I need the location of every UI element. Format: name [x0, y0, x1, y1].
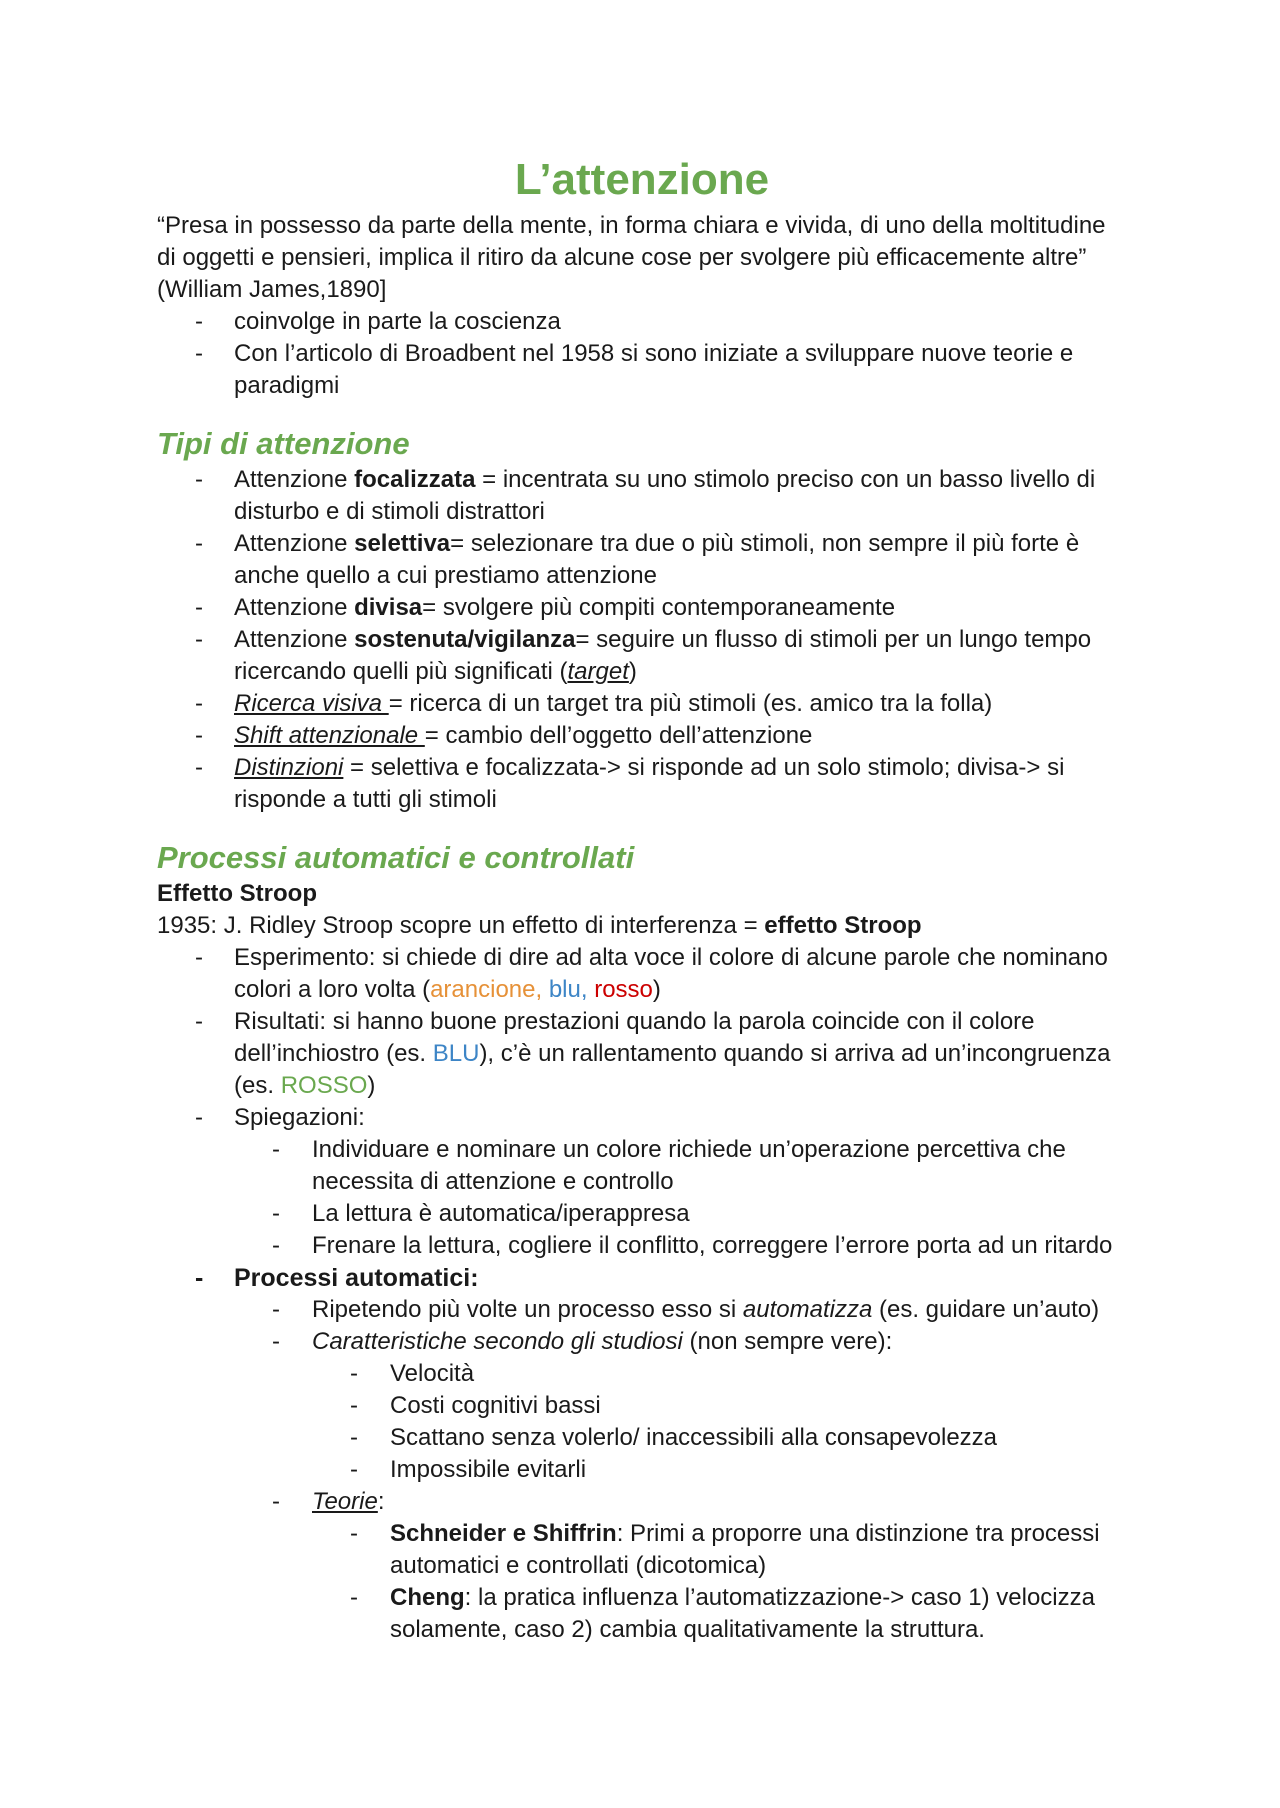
intro-citation: (William James,1890] — [157, 276, 387, 303]
list-item: - Attenzione focalizzata = incentrata su uno stimolo preciso con un basso livello di disturbo e di stimoli distrattori — [157, 464, 1127, 528]
list-item: - Con l’articolo di Broadbent nel 1958 si sono iniziate a sviluppare nuove teorie e paradigmi — [157, 338, 1127, 402]
list-item: - coinvolge in parte la coscienza — [157, 306, 1127, 338]
list-item: - Ripetendo più volte un processo esso si automatizza (es. guidare un’auto) — [157, 1294, 1127, 1326]
list-item-teorie: - Teorie: — [157, 1486, 1127, 1518]
list-item: - La lettura è automatica/iperappresa — [157, 1198, 1127, 1230]
list-item: - Ricerca visiva = ricerca di un target tra più stimoli (es. amico tra la folla) — [157, 688, 1127, 720]
list-item: - Attenzione divisa= svolgere più compiti contemporaneamente — [157, 592, 1127, 624]
automatici-list — [157, 1262, 1127, 1294]
section-heading-tipi: Tipi di attenzione — [157, 426, 410, 461]
intro-list — [157, 306, 1127, 402]
section-heading-processi: Processi automatici e controllati — [157, 840, 635, 875]
teorie-sublist — [157, 1518, 1127, 1646]
stroop-intro: 1935: J. Ridley Stroop scopre un effetto di interferenza = effetto Stroop — [157, 912, 922, 939]
list-item: - Impossibile evitarli — [157, 1454, 1127, 1486]
spiegazioni-list — [157, 1134, 1127, 1262]
processi-list — [157, 942, 1127, 1134]
list-item-esperimento: - Esperimento: si chiede di dire ad alta voce il colore di alcune parole che nominano colori a loro volta (arancione, blu, rosso) — [157, 942, 1127, 1006]
tipi-list — [157, 464, 1127, 816]
list-item: - Attenzione selettiva= selezionare tra due o più stimoli, non sempre il più forte è anche quello a cui prestiamo attenzione — [157, 528, 1127, 592]
list-item: - Shift attenzionale = cambio dell’oggetto dell’attenzione — [157, 720, 1127, 752]
list-item: - Attenzione sostenuta/vigilanza= seguire un flusso di stimoli per un lungo tempo ricercando quelli più significati (target) — [157, 624, 1127, 688]
list-item: - Individuare e nominare un colore richiede un’operazione percettiva che necessita di attenzione e controllo — [157, 1134, 1127, 1198]
automatici-sublist — [157, 1294, 1127, 1358]
list-item: - Caratteristiche secondo gli studiosi (non sempre vere): — [157, 1326, 1127, 1358]
subheading-stroop: Effetto Stroop — [157, 880, 317, 907]
intro-quote: “Presa in possesso da parte della mente, in forma chiara e vivida, di uno della moltitudine di oggetti e pensieri, implica il ritiro da alcune cose per svolgere più efficacemente altre” — [157, 212, 1106, 271]
list-item-automatici: - Processi automatici: — [157, 1262, 1127, 1294]
list-item: - Distinzioni = selettiva e focalizzata-> si risponde ad un solo stimolo; divisa-> si risponde a tutti gli stimoli — [157, 752, 1127, 816]
list-item: - Cheng: la pratica influenza l’automatizzazione-> caso 1) velocizza solamente, caso 2) cambia qualitativamente la struttura. — [157, 1582, 1127, 1646]
list-item: - Costi cognitivi bassi — [157, 1390, 1127, 1422]
list-item: - Schneider e Shiffrin: Primi a proporre una distinzione tra processi automatici e controllati (dicotomica) — [157, 1518, 1127, 1582]
list-item: - Frenare la lettura, cogliere il conflitto, correggere l’errore porta ad un ritardo — [157, 1230, 1127, 1262]
list-item-risultati: - Risultati: si hanno buone prestazioni quando la parola coincide con il colore dell’inchiostro (es. BLU), c’è un rallentamento quando si arriva ad un’incongruenza (es. ROSSO) — [157, 1006, 1127, 1102]
list-item: - Velocità — [157, 1358, 1127, 1390]
list-item: - Scattano senza volerlo/ inaccessibili alla consapevolezza — [157, 1422, 1127, 1454]
teorie-list — [157, 1486, 1127, 1518]
page-title: L’attenzione — [514, 155, 770, 204]
list-item-spiegazioni: - Spiegazioni: — [157, 1102, 1127, 1134]
document-body — [157, 150, 1127, 1646]
caratteristiche-list — [157, 1358, 1127, 1486]
